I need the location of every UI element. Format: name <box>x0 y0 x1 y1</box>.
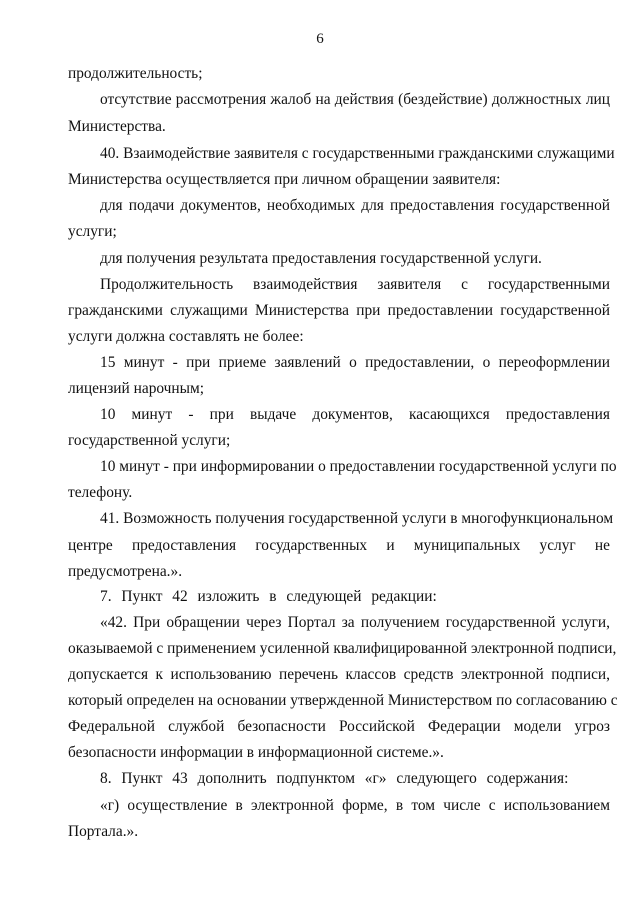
text-line: услуги; <box>68 223 117 240</box>
text-line: 7. Пункт 42 изложить в следующей редакции: <box>100 588 437 605</box>
text-line: Продолжительность взаимодействия заявителя с государственными <box>100 276 610 293</box>
text-line: оказываемой с применением усиленной квалифицированной электронной подписи, <box>68 640 617 657</box>
text-line: центре предоставления государственных и муниципальных услуг не <box>68 537 610 554</box>
text-line: услуги должна составлять не более: <box>68 328 304 345</box>
text-line: безопасности информации в информационной системе.». <box>68 744 444 761</box>
text-line: Федеральной службой безопасности Российской Федерации модели угроз <box>68 718 610 735</box>
text-line: гражданскими служащими Министерства при предоставлении государственной <box>68 302 610 319</box>
text-line: Министерства. <box>68 118 166 135</box>
text-line: «г) осуществление в электронной форме, в том числе с использованием <box>100 797 610 814</box>
text-line: 15 минут - при приеме заявлений о предоставлении, о переоформлении <box>100 354 610 371</box>
text-line: для получения результата предоставления государственной услуги. <box>100 250 542 267</box>
text-line: государственной услуги; <box>68 432 231 449</box>
text-line: 41. Возможность получения государственной услуги в многофункциональном <box>100 510 614 527</box>
text-line: для подачи документов, необходимых для предоставления государственной <box>100 197 610 214</box>
text-line: 10 минут - при информировании о предоставлении государственной услуги по <box>100 458 617 475</box>
text-line: Портала.». <box>68 823 139 840</box>
text-line: допускается к использованию перечень классов средств электронной подписи, <box>68 666 610 683</box>
text-line: 40. Взаимодействие заявителя с государственными гражданскими служащими <box>100 145 615 162</box>
text-line: предусмотрена.». <box>68 563 183 580</box>
text-line: 10 минут - при выдаче документов, касающихся предоставления <box>100 406 610 423</box>
text-line: 8. Пункт 43 дополнить подпунктом «г» следующего содержания: <box>100 770 569 787</box>
text-line: Министерства осуществляется при личном обращении заявителя: <box>68 171 501 188</box>
text-line: который определен на основании утвержденной Министерством по согласованию с <box>68 692 618 709</box>
text-line: лицензий нарочным; <box>68 380 205 397</box>
text-line: отсутствие рассмотрения жалоб на действия (бездействие) должностных лиц <box>100 91 610 108</box>
page-number: 6 <box>316 31 324 47</box>
text-line: телефону. <box>68 484 133 501</box>
text-line: «42. При обращении через Портал за получением государственной услуги, <box>100 614 610 631</box>
text-line: продолжительность; <box>68 65 203 82</box>
